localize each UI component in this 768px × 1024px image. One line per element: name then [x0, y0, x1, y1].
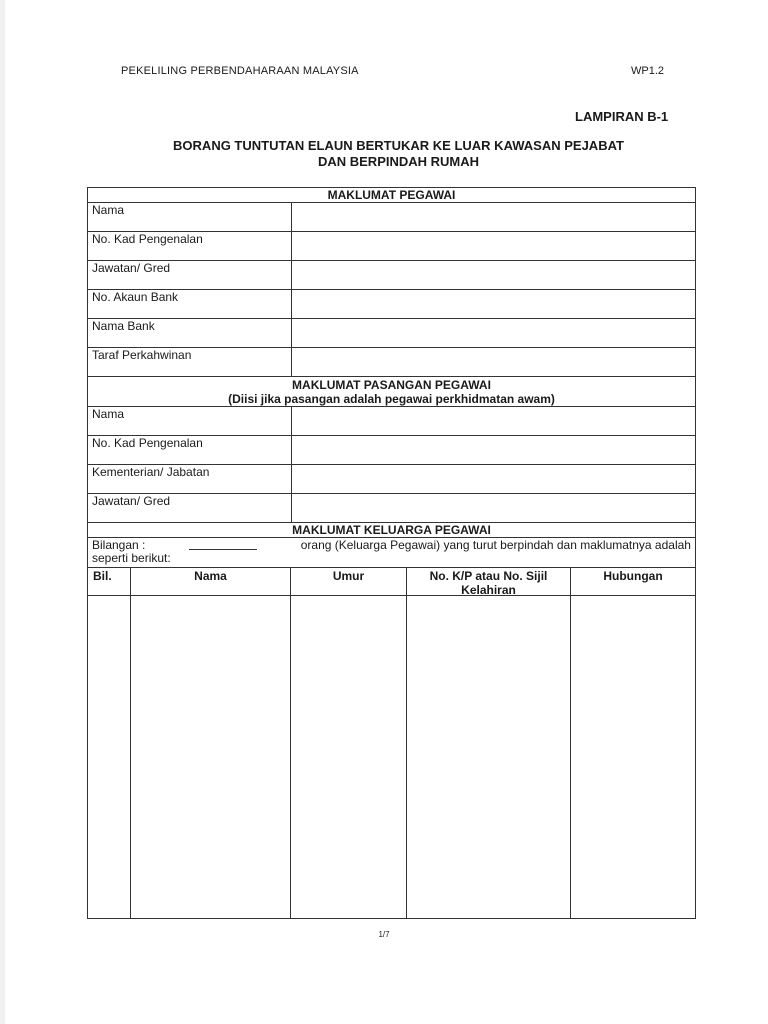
column-body[interactable]: [88, 596, 130, 918]
officer-row-name: [88, 202, 695, 231]
column-bil: [88, 568, 131, 918]
circular-header: PEKELILING PERBENDAHARAAN MALAYSIA: [121, 65, 359, 77]
column-body[interactable]: [131, 596, 290, 918]
officer-bank-field[interactable]: [292, 319, 695, 347]
spouse-section-heading: [88, 376, 695, 406]
column-header: Hubungan: [571, 568, 695, 596]
field-label: Jawatan/ Gred: [88, 261, 292, 289]
column-ic: [407, 568, 571, 918]
form-title-line-2: DAN BERPINDAH RUMAH: [317, 154, 480, 169]
column-body[interactable]: [571, 596, 695, 918]
spouse-ministry-field[interactable]: [292, 465, 695, 493]
field-label: No. Kad Pengenalan: [88, 436, 292, 464]
field-label: Taraf Perkahwinan: [88, 348, 292, 376]
page-edge-shadow: [0, 0, 5, 1024]
column-nama: [131, 568, 291, 918]
column-body[interactable]: [407, 596, 570, 918]
officer-row-marital: [88, 347, 695, 376]
document-code: WP1.2: [631, 65, 665, 77]
spouse-heading: MAKLUMAT PASANGAN PEGAWAI: [292, 378, 491, 392]
officer-section-heading: MAKLUMAT PEGAWAI: [88, 187, 695, 202]
family-count-text-2: seperti berikut:: [92, 551, 171, 565]
field-label: Jawatan/ Gred: [88, 494, 292, 522]
column-header: Bil.: [88, 568, 130, 596]
column-hubungan: [571, 568, 695, 918]
column-header: Nama: [131, 568, 290, 596]
family-section-heading: MAKLUMAT KELUARGA PEGAWAI: [88, 522, 695, 537]
column-umur: [291, 568, 407, 918]
spouse-row-ministry: [88, 464, 695, 493]
officer-row-account: [88, 289, 695, 318]
family-count-line: [88, 537, 695, 567]
page-number: 1/7: [378, 930, 390, 939]
officer-account-field[interactable]: [292, 290, 695, 318]
field-label: No. Kad Pengenalan: [88, 232, 292, 260]
spouse-ic-field[interactable]: [292, 436, 695, 464]
field-label: No. Akaun Bank: [88, 290, 292, 318]
field-label: Nama: [88, 203, 292, 231]
officer-name-field[interactable]: [292, 203, 695, 231]
form-title-line-1: BORANG TUNTUTAN ELAUN BERTUKAR KE LUAR KAWASAN PEJABAT: [173, 138, 624, 153]
spouse-position-field[interactable]: [292, 494, 695, 522]
officer-position-field[interactable]: [292, 261, 695, 289]
spouse-row-position: [88, 493, 695, 522]
officer-marital-field[interactable]: [292, 348, 695, 376]
officer-ic-field[interactable]: [292, 232, 695, 260]
spouse-subheading: (Diisi jika pasangan adalah pegawai perkhidmatan awam): [228, 392, 555, 406]
officer-row-position: [88, 260, 695, 289]
claim-form: [87, 187, 696, 919]
family-count-label: Bilangan :: [92, 538, 146, 552]
field-label: Kementerian/ Jabatan: [88, 465, 292, 493]
field-label: Nama: [88, 407, 292, 435]
family-table: [88, 567, 695, 919]
column-body[interactable]: [291, 596, 406, 918]
column-header: Umur: [291, 568, 406, 596]
spouse-name-field[interactable]: [292, 407, 695, 435]
appendix-label: LAMPIRAN B-1: [575, 109, 669, 124]
field-label: Nama Bank: [88, 319, 292, 347]
spouse-row-name: [88, 406, 695, 435]
column-header: No. K/P atau No. Sijil Kelahiran: [407, 568, 570, 596]
officer-row-ic: [88, 231, 695, 260]
family-count-text: orang (Keluarga Pegawai) yang turut berpindah dan maklumatnya adalah: [300, 538, 691, 552]
family-count-blank[interactable]: [189, 539, 257, 550]
officer-row-bank: [88, 318, 695, 347]
spouse-row-ic: [88, 435, 695, 464]
